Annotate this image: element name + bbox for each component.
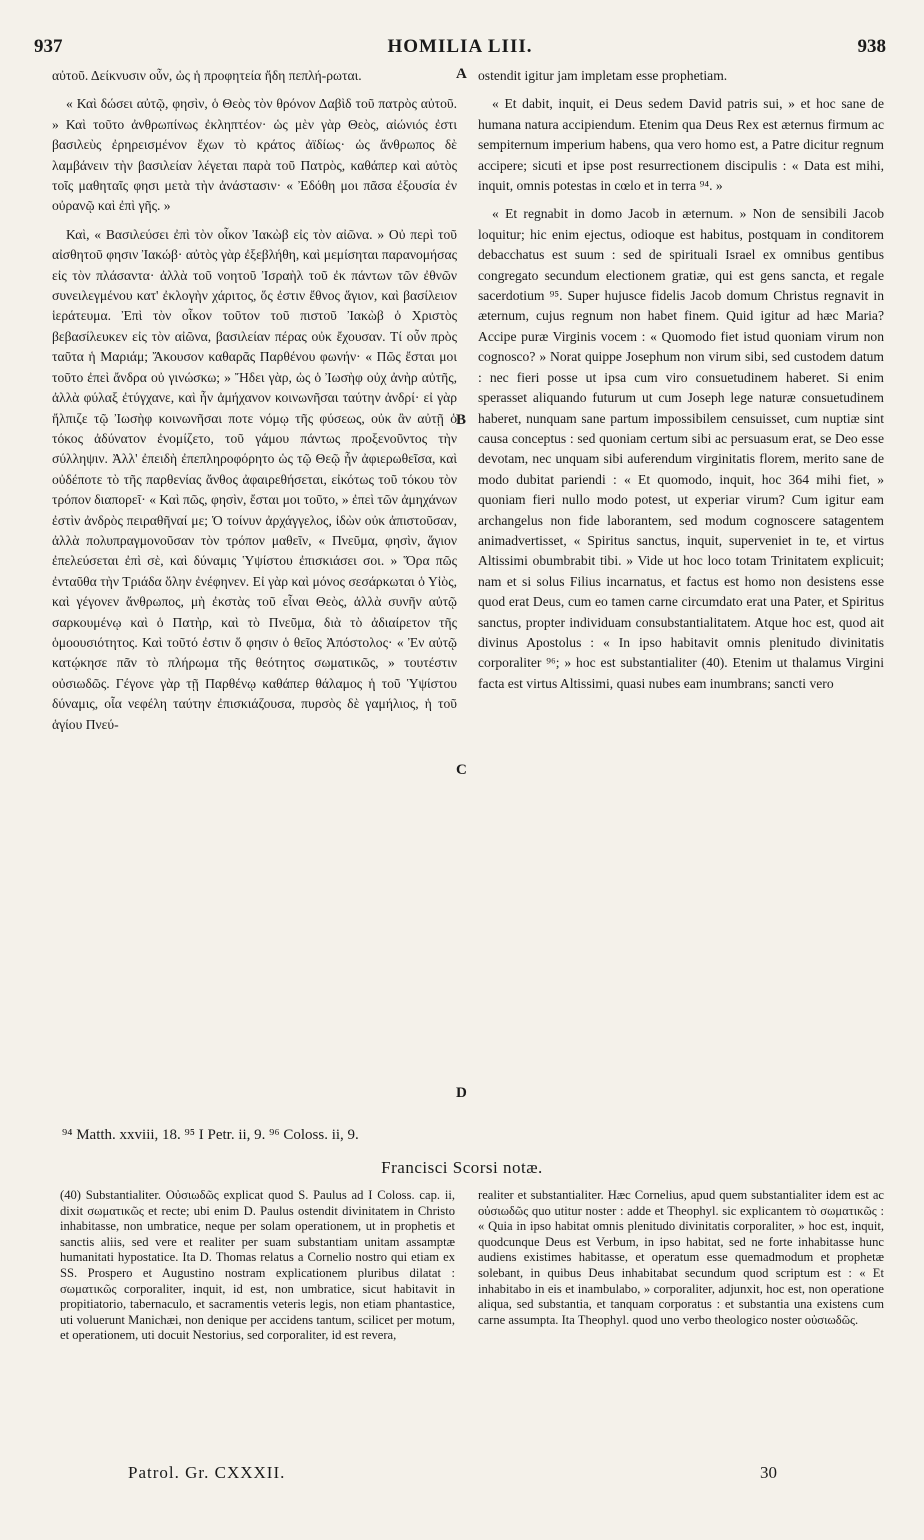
margin-marker-b: B (456, 412, 467, 428)
page-number-right: 938 (857, 36, 886, 57)
notes-title: Francisci Scorsi notæ. (381, 1158, 543, 1177)
page-header (34, 36, 886, 62)
sheet-number: 30 (760, 1463, 777, 1482)
margin-marker-c: C (456, 762, 467, 778)
greek-paragraph: « Καὶ δώσει αὐτῷ, φησὶν, ὁ Θεὸς τὸν θρόνον Δαβὶδ τοῦ πατρὸς αὐτοῦ. » Καὶ τοῦτο ἀνθρωπίνως ἐκληπτέον· ὡς μὲν γὰρ Θεὸς, αἰώνιός ἐστι βασιλεὺς ἐρηρεισμένον ἔχων τὸ κράτος ἀϊδίως· ὡς ἄνθρωπος δὲ λαμβάνειν τὴν βασιλείαν λέγεται παρὰ τοῦ Πατρὸς, καθάπερ καὶ αὐτὸς τοῖς μαθηταῖς φησι μετὰ τὴν ἀνάστασιν· « Ἐδόθη μοι πᾶσα ἐξουσία ἐν οὐρανῷ καὶ ἐπὶ γῆς. » (52, 96, 457, 214)
latin-paragraph: « Et dabit, inquit, ei Deus sedem David patris sui, » et hoc sane de humana natura accipiendum. Etenim qua Deus Rex est æternus firmum ac sempiternum imperium habens, qua vero homo est, a Patre dicitur regnum accipere; sicuti et ipse post resurrectionem discipulis : « Data est mihi, inquit, omnis potestas in cœlo et in terra ⁹⁴. » (478, 96, 884, 194)
greek-paragraph: Καὶ, « Βασιλεύσει ἐπὶ τὸν οἶκον Ἰακὼβ εἰς τὸν αἰῶνα. » Οὐ περὶ τοῦ αἰσθητοῦ φησιν Ἰακώβ· αὐτὸς γὰρ ἐξεβλήθη, καὶ μεμίσηται παρανομήσας εἰς τὸν πλάσαντα· ἀλλὰ τοῦ νοητοῦ Ἰσραὴλ τοῦ ἐκ πάντων τῶν ἐθνῶν συνειλεγμένου κατ' ἐκλογὴν χάριτος, ὅς ἐστιν ἔθνος ἅγιον, καὶ βασίλειον ἱεράτευμα. Ἐπὶ τὸν οἶκον τοῦτον τοῦ πιστοῦ Ἰακὼβ ὁ Χριστὸς βεβασίλευκεν εἰς τὸν αἰῶνα, βασιλείαν πέρας οὐκ ἔχουσαν. Τί οὖν πρὸς ταῦτα ἡ Μαριάμ; Ἄκουσον καθαρᾶς Παρθένου φωνήν· « Πῶς ἔσται μοι τοῦτο ἐπεὶ ἄνδρα οὐ γινώσκω; » Ἤδει γὰρ, ὡς ὁ Ἰωσὴφ οὐχ ἀνὴρ αὐτῆς, ἀλλὰ φύλαξ ἐτύγχανε, καὶ ἦν ἀμήχανον κοινωνῆσαι ταύτην ἀνδρί· εἰ γὰρ ἤλπιζε τῷ Ἰωσὴφ κοινωνῆσαι ποτε νόμῳ τῆς φύσεως, οὐκ ἂν αὐτῇ ὁ τόκος ἀδύνατον ἐνομίζετο, τοῦ γάμου πάντως προξενοῦντος τὴν σύλληψιν. Ἀλλ' ἐπειδὴ ἐπεπληροφόρητο ὡς τῷ Θεῷ ἦν ἀφιερωθεῖσα, καὶ οὐδέποτε τὸ τῆς παρθενίας ἄνθος ἀφαιρεθήσεται, εἰκότως τοῦ τόκου τὸν τρόπον διαπορεῖ· « Καὶ πῶς, φησὶν, ἔσται μοι τοῦτο, » ἐπεὶ τῶν ἀμηχάνων ἐστὶν ἀνδρὸς πειραθῆναί με; Ὁ τοίνυν ἀρχάγγελος, ἰδὼν οὐκ ἀπιστοῦσαν, ἀλλὰ πολυπραγμονοῦσαν τὸν τρόπον μαθεῖν, « Πνεῦμα, φησὶν, ἅγιον ἐπελεύσεται ἐπὶ σὲ, καὶ δύναμις Ὑψίστου ἐπισκιάσει σοι. » Ὅρα πῶς ἐνταῦθα τὴν Τριάδα ὅλην ἐνέφηνεν. Εἰ γὰρ καὶ μόνος σεσάρκωται ὁ Υἱὸς, καὶ γέγονεν ἄνθρωπος, μὴ ἐκστὰς τοῦ εἶναι Θεὸς, ἀλλὰ συνῆν αὐτῷ σαρκουμένῳ καὶ ὁ Πατὴρ, καὶ τὸ Πνεῦμα, διὰ τὸ ἀδιαίρετον τῆς ὁμοουσιότητος. Καὶ τοῦτό ἐστιν ὅ φησιν ὁ θεῖος Ἀπόστολος· « Ἐν αὐτῷ κατῴκησε πᾶν τὸ πλήρωμα τῆς θεότητος σωματικῶς, » τουτέστιν οὐσιωδῶς. Γέγονε γὰρ τῇ Παρθένῳ καθάπερ θάλαμος ἡ τοῦ Ὑψίστου δύναμις, οἷα νεφέλη ταύτην ἐπισκιάζουσα, πυρσὸς δὲ γαμήλιος, ἡ τοῦ ἁγίου Πνεύ- (52, 226, 457, 732)
margin-marker-d: D (456, 1085, 467, 1101)
greek-column (52, 66, 457, 1118)
latin-paragraph: « Et regnabit in domo Jacob in æternum. » Non de sensibili Jacob loquitur; hic enim ejectus, odioque est habitus, postquam in conditorem debacchatus est suum : sed de spirituali Israel ex omnibus gentibus congregato secundum electionem gratiæ, qui est gens sancta, et regale sacerdotium ⁹⁵. Super hujusce fidelis Jacob domum Christus regnavit in æternum, cujus regnum non habet finem. Quid igitur ad hæc Maria? Accipe puræ Virginis vocem : « Quomodo fiet istud quoniam virum non cognosco? » Norat quippe Josephum non virum sibi, sed custodem datum : nec fieri posse ut ipsa cum viro consuetudinem haberet. Si enim sperasset aliquando futurum ut cum Joseph lege naturæ consuetudinem haberet, nunquam sane partum impossibilem censuisset, cum nuptiæ sint causa conceptus : sed quoniam certum sibi ac persuasum erat, se Deo esse devotam, nec unquam sibi auferendum virginitatis florem, merito sane de modo dubitat pariendi : « Et quomodo, inquit, hoc 364 mihi fiet, » quoniam fieri nullo modo potest, ut experiar virum? Cum igitur eam archangelus non fide laborantem, sed modum cognoscere satagentem animadvertisset, « Spiritus sanctus, inquit, superveniet in te, et virtus Altissimi obumbrabit tibi. » Vide ut hoc loco totam Trinitatem explicuit; nam et si solus Filius incarnatus, et factus est homo non desistens esse quod erat Deus, cum eo tamen carne circumdato erat una Pater, et Spiritus sanctus, propter individuam consubstantialitatem. Atque hoc est, quod ait divinus Apostolus : « In ipso habitavit omnis plenitudo divinitatis corporaliter ⁹⁶; » hoc est substantialiter (40). Etenim ut thalamus Virgini facta est virtus Altissimi, quasi nubes eam inumbrans; sancti vero (478, 206, 884, 691)
volume-signature: Patrol. Gr. CXXXII. (128, 1463, 286, 1482)
page-title: HOMILIA LIII. (387, 36, 533, 57)
margin-marker-a: A (456, 66, 467, 82)
page-number-left: 937 (34, 36, 63, 57)
latin-column (478, 66, 884, 1118)
latin-paragraph: ostendit igitur jam impletam esse prophetiam. (478, 68, 728, 83)
greek-paragraph: αὐτοῦ. Δείκνυσιν οὖν, ὡς ἡ προφητεία ἤδη πεπλή-ρωται. (52, 68, 362, 83)
notes-right-column: realiter et substantialiter. Hæc Cornelius, apud quem substantialiter idem est ac οὐσιωδῶς quo utitur noster : adde et Theophyl. sic explicantem τὸ σωματικῶς : « Quia in ipso habitat omnis plenitudo divinitatis corporaliter, » hoc est, inquit, quodcunque Deus est Verbum, in ipso habitat, sed ne forte inhabitasse hunc audiens existimes habitasse, et operatum esse quemadmodum et prophetæ solebant, in quibus Deus inhabitabat secundum quod scriptum est : « Et inhabitabo in eis et inambulabo, » corporaliter, adjunxit, hoc est, non operatione aliqua, sed substantia, et tanquam corporatus : et substantia una existens cum carne assumpta. Ita Theophyl. quod uno verbo theologico noster οὐσιωδῶς. (478, 1188, 884, 1327)
notes-left-column: (40) Substantialiter. Οὐσιωδῶς explicat quod S. Paulus ad I Coloss. cap. ii, dixit σωματικῶς et recte; ubi enim D. Paulus ostendit divinitatem in Christo inhabitasse, non umbratice, neque per solam operationem, ut in prophetis et sanctis aliis, sed vere et realiter per suam substantiam unitam assamptæ humanitati hypostatice. Ita D. Thomas relatus a Cornelio nostro qui etiam ex SS. Prospero et Augustino nostram explicationem pluribus dilatat : σωματικῶς corporaliter, inquit, id est, non umbratice, sicut habitavit in propitiatorio, tabernaculo, et sacramentis veteris legis, non etiam phantastice, uti voluerunt Manichæi, non denique per accidens tantum, scilicet per motum, et operationem, uti docuit Nestorius, sed corporaliter, id est revera, (60, 1188, 455, 1343)
footnotes: ⁹⁴ Matth. xxviii, 18. ⁹⁵ I Petr. ii, 9. ⁹⁶ Coloss. ii, 9. (62, 1127, 359, 1143)
